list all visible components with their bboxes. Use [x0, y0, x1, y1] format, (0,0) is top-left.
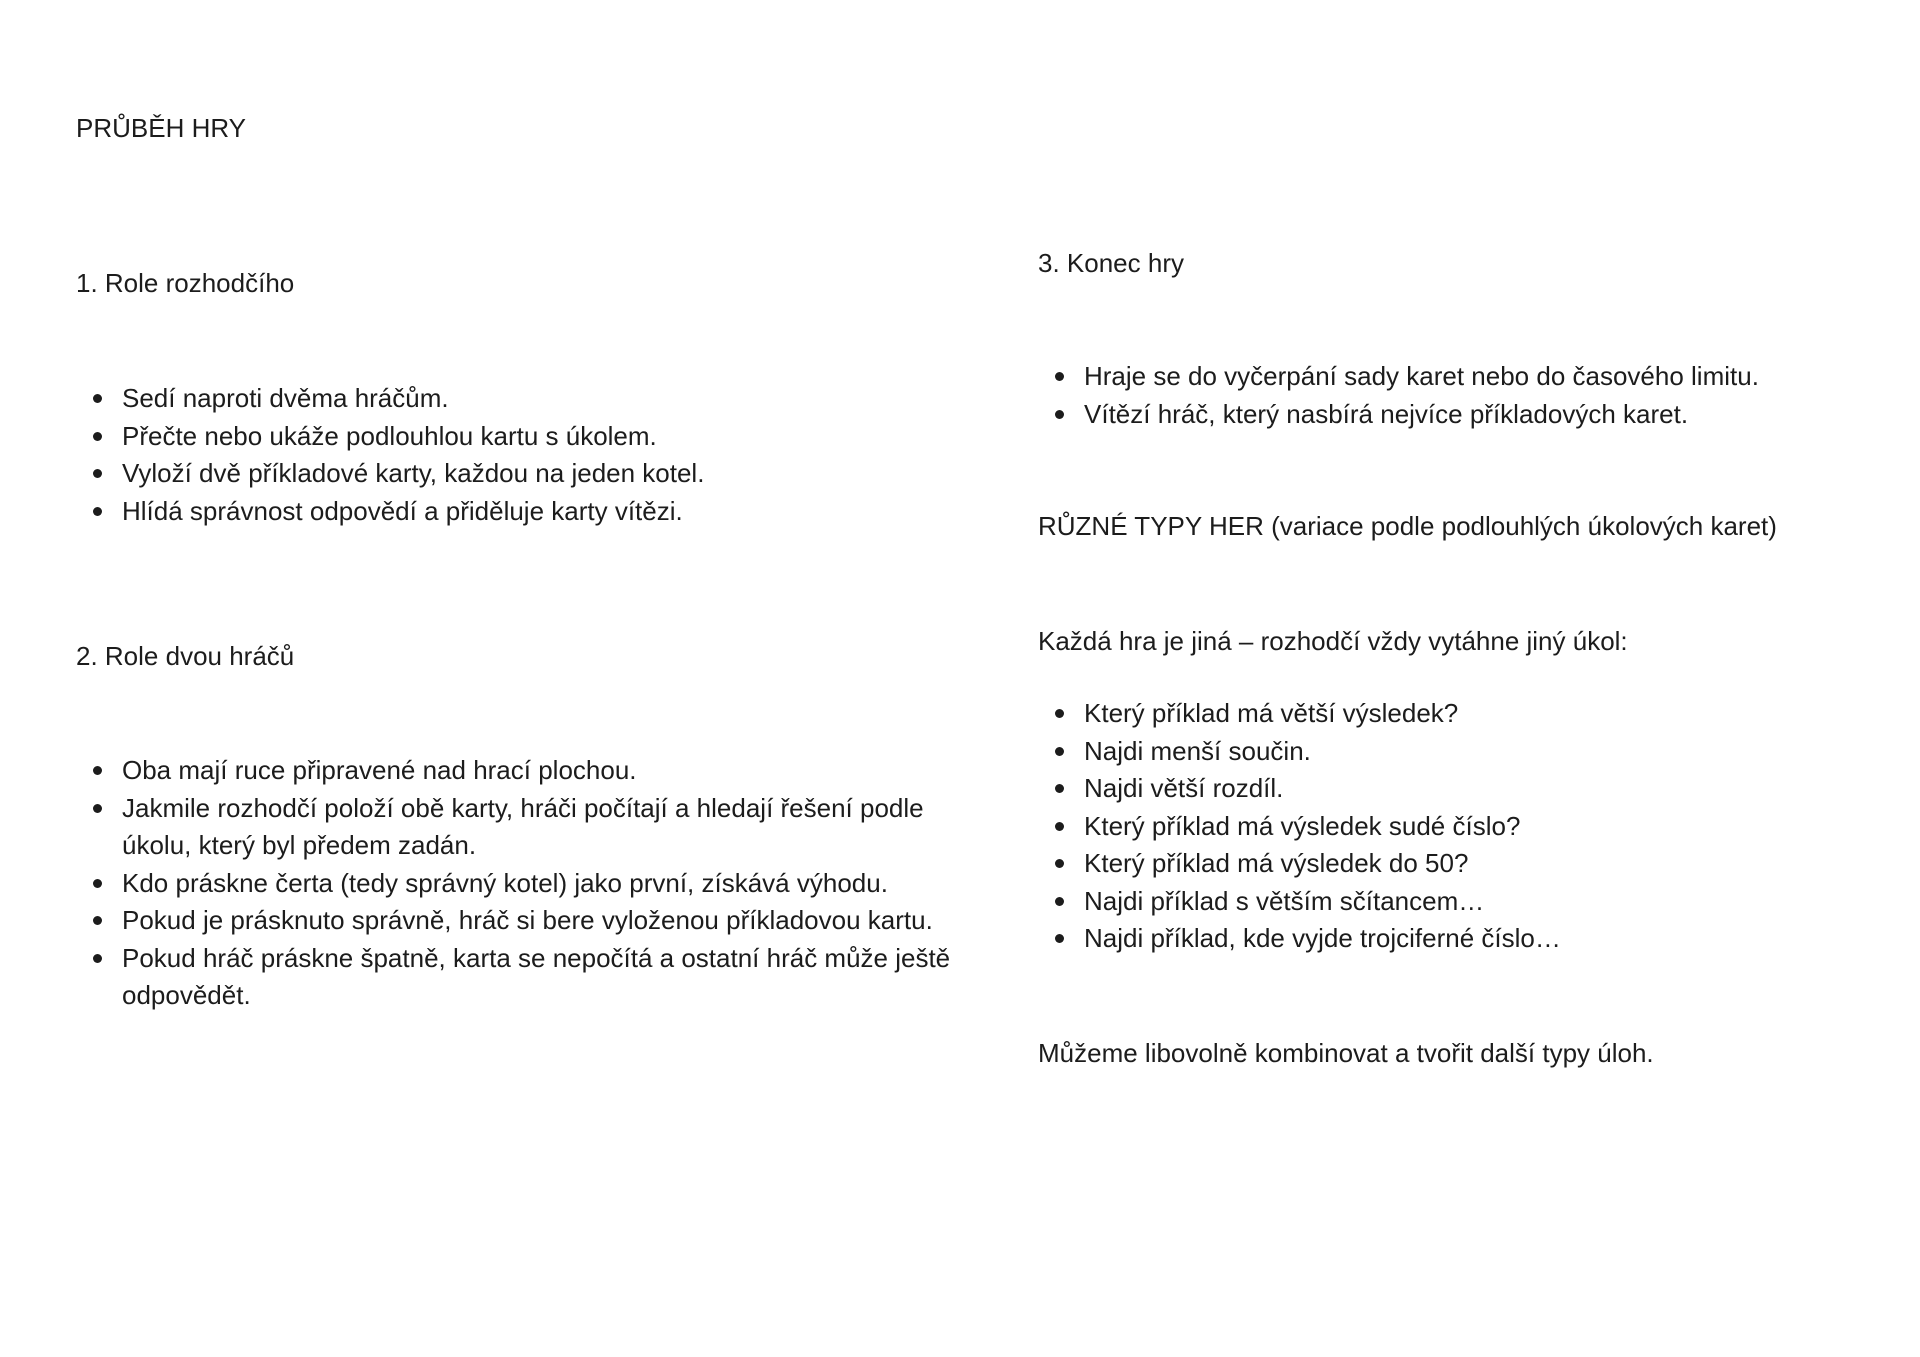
- list-item: Který příklad má výsledek sudé číslo?: [1038, 808, 1868, 846]
- left-column: [76, 0, 996, 1357]
- variants-outro-paragraph: Můžeme libovolně kombinovat a tvořit další typy úloh.: [1038, 1038, 1654, 1068]
- section2-bullet-list: [76, 752, 996, 1015]
- section3-heading: 3. Konec hry: [1038, 248, 1184, 278]
- variants-heading: RŮZNÉ TYPY HER (variace podle podlouhlých úkolových karet): [1038, 511, 1777, 541]
- list-item: Najdi příklad s větším sčítancem…: [1038, 883, 1868, 921]
- list-item: Který příklad má výsledek do 50?: [1038, 845, 1868, 883]
- list-item: Pokud hráč práskne špatně, karta se nepočítá a ostatní hráč může ještě odpovědět.: [76, 940, 996, 1015]
- variants-intro-paragraph: Každá hra je jiná – rozhodčí vždy vytáhne jiný úkol:: [1038, 626, 1628, 656]
- section1-bullet-list: [76, 380, 996, 530]
- section1-heading: 1. Role rozhodčího: [76, 268, 295, 298]
- list-item: Najdi menší součin.: [1038, 733, 1868, 771]
- list-item: Vítězí hráč, který nasbírá nejvíce příkladových karet.: [1038, 396, 1868, 434]
- section2-heading: 2. Role dvou hráčů: [76, 641, 295, 671]
- list-item: Najdi příklad, kde vyjde trojciferné číslo…: [1038, 920, 1868, 958]
- list-item: Hlídá správnost odpovědí a přiděluje karty vítězi.: [76, 493, 996, 531]
- list-item: Pokud je prásknuto správně, hráč si bere vyloženou příkladovou kartu.: [76, 902, 996, 940]
- right-column: [1038, 0, 1868, 1357]
- variants-bullet-list: [1038, 695, 1868, 958]
- list-item: Hraje se do vyčerpání sady karet nebo do časového limitu.: [1038, 358, 1868, 396]
- list-item: Jakmile rozhodčí položí obě karty, hráči počítají a hledají řešení podle úkolu, který byl předem zadán.: [76, 790, 996, 865]
- list-item: Kdo práskne čerta (tedy správný kotel) jako první, získává výhodu.: [76, 865, 996, 903]
- list-item: Přečte nebo ukáže podlouhlou kartu s úkolem.: [76, 418, 996, 456]
- list-item: Najdi větší rozdíl.: [1038, 770, 1868, 808]
- list-item: Vyloží dvě příkladové karty, každou na jeden kotel.: [76, 455, 996, 493]
- list-item: Který příklad má větší výsledek?: [1038, 695, 1868, 733]
- section3-bullet-list: [1038, 358, 1868, 433]
- document-title: PRŮBĚH HRY: [76, 113, 247, 143]
- list-item: Oba mají ruce připravené nad hrací plochou.: [76, 752, 996, 790]
- list-item: Sedí naproti dvěma hráčům.: [76, 380, 996, 418]
